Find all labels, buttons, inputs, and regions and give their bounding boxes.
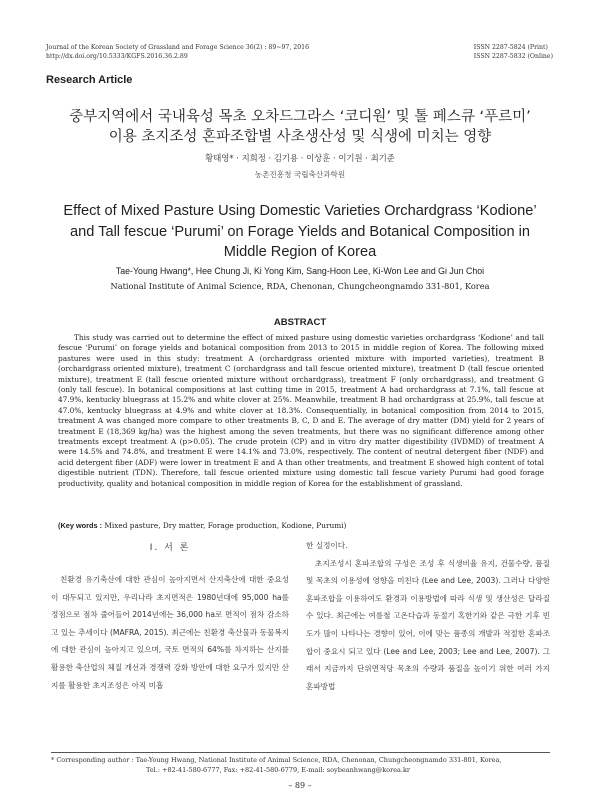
english-title-line-1: Effect of Mixed Pasture Using Domestic Varieties Orchardgrass ‘Kodione’ <box>63 203 537 219</box>
intro-paragraph-2: 초지조성시 혼파조합의 구성은 조성 후 식생비율 유지, 건물수량, 품질 및 목초의 이용성에 영향을 미친다 (Lee and Lee, 2003). 그러나 다양한 혼파조합을 이용하여도 환경과 이용방법에 따라 식생 및 생산성은 달라질 수 있다. 최근에는 여름철 고온다습과 동절기 혹한기와 같은 극한 기후 빈도가 많이 나타나는 경향이 있어, 이에 맞는 품종의 개발과 적절한 혼파조합이 중요시 되고 있다 (Lee and Lee, 2003; Lee and Lee, 2007). 그래서 지금까지 단위면적당 목초의 수량과 품질을 높이기 위한 여러 가지 혼파방법 <box>306 558 550 691</box>
intro-paragraph-1: 친환경 유기축산에 대한 관심이 높아지면서 산지축산에 대한 중요성이 대두되고 있지만, 우리나라 초지면적은 1980년대에 95,000 ha를 정점으로 점차 줄어들어 2014년에는 36,000 ha로 면적이 점차 감소하고 있는 추세이다 (MAFRA, 2015). 최근에는 친환경 축산물과 동물복지에 대한 관심이 높아지고 있으며, 국토 면적의 64%를 차지하는 산지를 활용한 축산업의 체질 개선과 경쟁력 강화 방안에 대한 요구가 있지만 산지를 활용한 초지조성은 아직 미흡 <box>51 575 289 690</box>
english-title-line-2: and Tall fescue ‘Purumi’ on Forage Yields and Botanical Composition in <box>70 223 530 240</box>
korean-institution: 농촌진흥청 국립축산과학원 <box>254 170 346 179</box>
footnote-line-1: * Corresponding author : Tae-Young Hwang, National Institute of Animal Science, RDA, Chenonan, Chungcheongnamdo 331-801, Korea, <box>51 756 502 764</box>
keywords-list: Mixed pasture, Dry matter, Forage production, Kodione, Purumi) <box>102 521 347 530</box>
abstract-body: This study was carried out to determine the effect of mixed pasture using domestic varieties orchardgrass ‘Kodione’ and tall fescue ‘Purumi’ on forage yields and botanical composition from 2013 to 2015 in middle region of Korea. The following mixed pastures were used in this study: treatment A (orchardgrass oriented mixture with imported varieties), treatment B (orchardgrass oriented mixture), treatment C (orchardgrass and tall fescue oriented mixture), treatment D (tall fescue oriented mixture), treatment E (tall fescue oriented mixture without orchardgrass), treatment F (only orchardgrass), and treatment G (only tall fescue). In botanical compositions at last cutting time in 2015, treatment A had orchardgrass at 7.1%, tall fescue at 47.9%, kentucky bluegrass at 15.2% and white clover at 25%. Meanwhile, treatment B had orchardgrass at 25.9%, tall fescue at 47.0%, kentucky bluegrass at 4.9% and white clover at 18.3%. Consequentially, in botanical composition from 2014 to 2015, treatment A was changed more compare to other treatments B, C, D and E. The average of dry matter (DM) yield for 2 years of treatment E (18,369 kg/ha) was the highest among the seven treatments, but there was no significant difference among other treatments except treatment A (p>0.05). The crude protein (CP) and in vitro dry matter digestibility (IVDMD) of treatment A were 14.5% and 74.8%, and treatment E were 14.1% and 73.0%, respectively. The content of neutral detergent fiber (NDF) and acid detergent fiber (ADF) were lower in treatment E and A than other treatments, and treatment E showed high content of total digestible nutrient (TDN). Therefore, tall fescue oriented mixture using domestic tall fescue variety Purumi had good forage productivity, quality and botanical composition in middle region of Korea for the establishment of grassland. <box>58 333 544 488</box>
keywords <box>58 521 544 531</box>
keywords-label: (Key words : <box>58 521 103 530</box>
journal-citation: Journal of the Korean Society of Grassland and Forage Science 36(2) : 89~97, 2016 <box>46 44 310 51</box>
english-authors: Tae-Young Hwang*, Hee Chung Ji, Ki Yong Kim, Sang-Hoon Lee, Ki-Won Lee and Gi Jun Choi <box>115 266 485 276</box>
right-column <box>306 537 550 695</box>
left-column <box>51 571 289 694</box>
issn-block <box>474 43 553 61</box>
footnote-line-2: Tel.: +82-41-580-6777, Fax: +82-41-580-6779, E-mail: soybeanhwang@korea.kr <box>146 765 411 774</box>
issn-print: ISSN 2287-5824 (Print) <box>473 44 548 51</box>
corresponding-author-footnote <box>51 756 551 775</box>
abstract-heading: ABSTRACT <box>273 317 327 328</box>
doi-link[interactable]: http://dx.doi.org/10.5333/KGFS.2016.36.2.89 <box>46 53 188 60</box>
english-institution: National Institute of Animal Science, RDA, Chenonan, Chungcheongnamdo 331-801, Korea <box>110 281 490 291</box>
section-heading-introduction: Ⅰ. 서 론 <box>149 543 191 553</box>
korean-authors: 황태영* · 지희정 · 김기용 · 이상훈 · 이기원 · 최기준 <box>205 153 395 163</box>
korean-title-line-2: 이용 초지조성 혼파조합별 사초생산성 및 식생에 미치는 영향 <box>108 129 492 145</box>
issn-online: ISSN 2287-5832 (Online) <box>473 53 553 60</box>
journal-header <box>46 43 309 61</box>
intro-paragraph-continued: 한 실정이다. <box>306 541 348 550</box>
article-type-label: Research Article <box>46 74 133 86</box>
korean-title-line-1: 중부지역에서 국내육성 목초 오차드그라스 ‘코디원’ 및 톨 페스큐 ‘푸르미’ <box>69 109 531 125</box>
footnote-divider <box>51 752 550 753</box>
korean-title <box>40 107 560 147</box>
english-title <box>48 201 552 263</box>
english-title-line-3: Middle Region of Korea <box>223 244 377 260</box>
page-number: – 89 – <box>288 781 312 790</box>
